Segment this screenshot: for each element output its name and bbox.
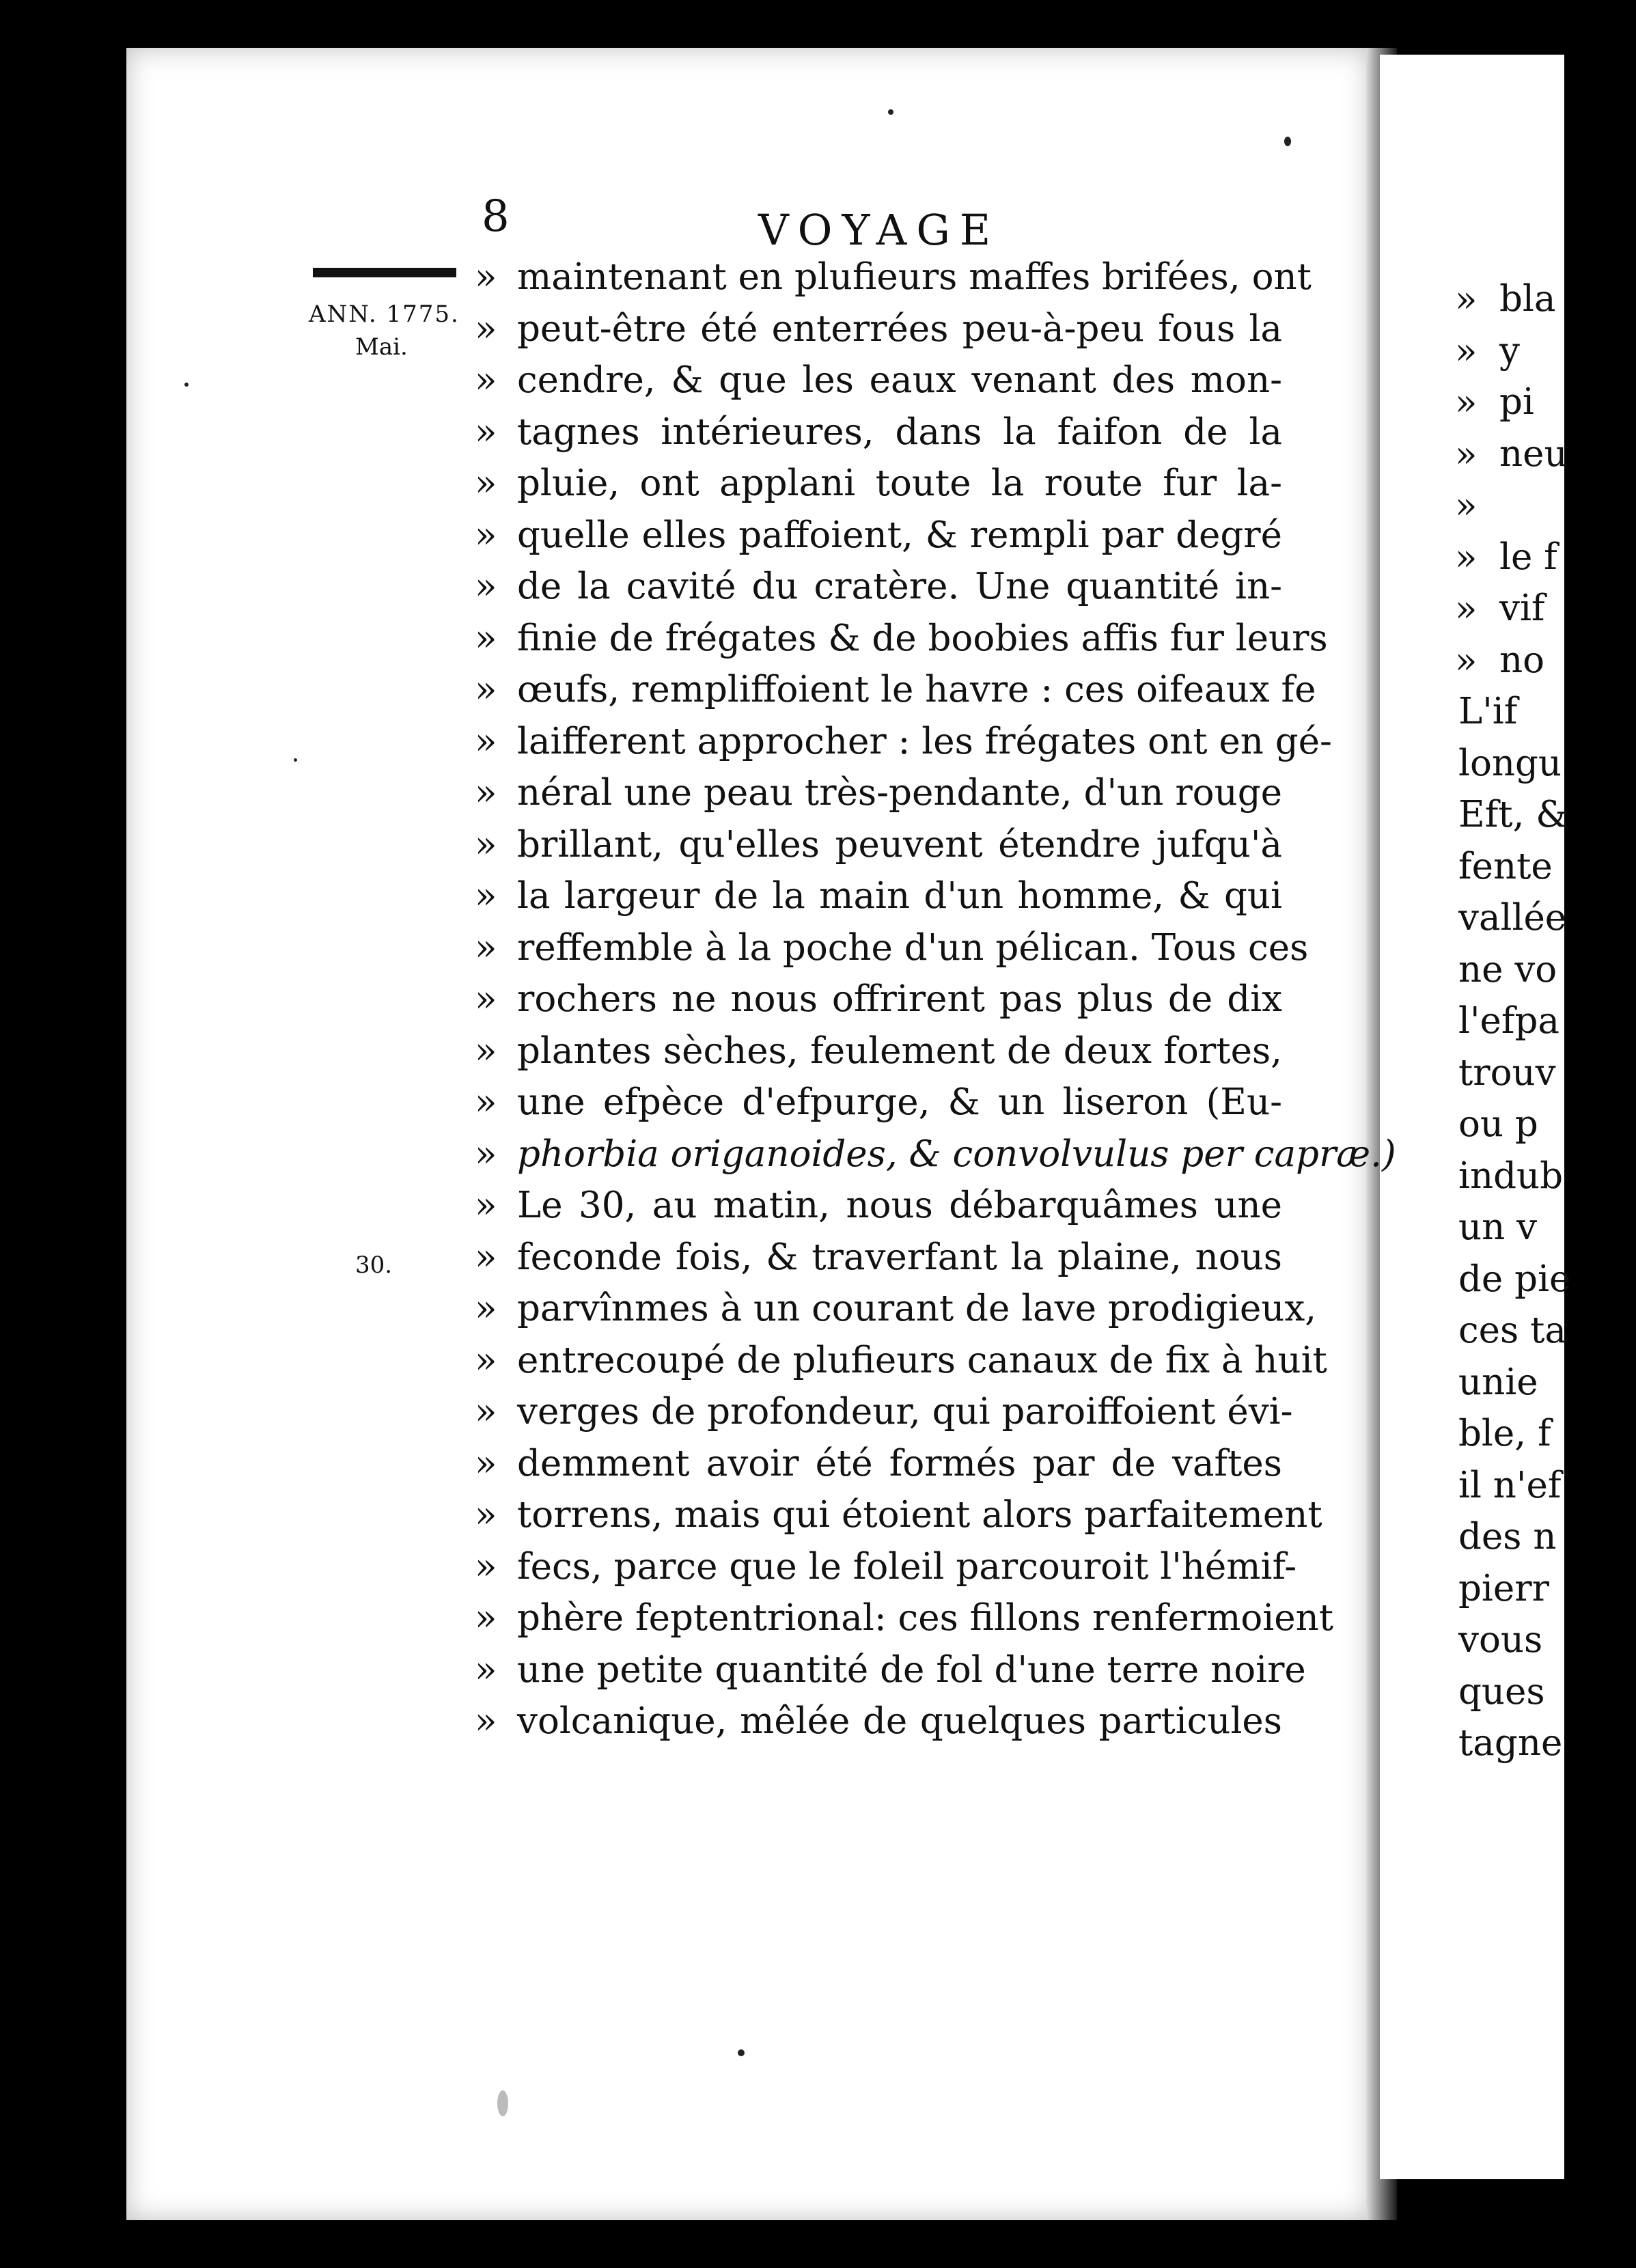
quote-mark: » xyxy=(475,618,497,659)
text-line xyxy=(475,561,1294,613)
scan-smudge xyxy=(497,2090,508,2116)
right-line-text: ou p xyxy=(1458,1103,1538,1145)
line-text: pluie, ont applani toute la route fur la- xyxy=(517,462,1282,504)
line-text: quelle elles paffoient, & rempli par degré xyxy=(517,514,1282,556)
text-line xyxy=(475,767,1294,819)
quote-mark: » xyxy=(475,1494,497,1536)
right-quote-mark: » xyxy=(1455,640,1478,682)
line-text: la largeur de la main d'un homme, & qui xyxy=(517,875,1282,917)
scan-speck xyxy=(1284,137,1291,146)
text-line xyxy=(475,1541,1297,1593)
text-line xyxy=(475,1232,1294,1284)
right-line-text: de pie xyxy=(1458,1258,1571,1300)
quote-mark: » xyxy=(475,462,497,504)
margin-year-note: ANN. 1775. xyxy=(309,301,460,328)
text-line xyxy=(475,1386,1294,1438)
quote-mark: » xyxy=(475,669,497,710)
right-line-text: ces ta xyxy=(1458,1310,1566,1351)
quote-mark: » xyxy=(475,1700,497,1742)
quote-mark: » xyxy=(475,772,497,814)
line-text: entrecoupé de plufieurs canaux de fix à huit xyxy=(517,1340,1327,1381)
quote-mark: » xyxy=(475,1391,497,1433)
line-text: de la cavité du cratère. Une quantité in- xyxy=(517,566,1282,607)
quote-mark: » xyxy=(475,1081,497,1123)
quote-mark: » xyxy=(475,978,497,1020)
quote-mark: » xyxy=(475,1185,497,1226)
right-line-text: des n xyxy=(1458,1516,1557,1558)
right-line-text: pierr xyxy=(1458,1568,1549,1609)
margin-day-note: 30. xyxy=(355,1251,393,1279)
right-line-text: Eft, & xyxy=(1458,794,1568,835)
right-line-text: fente xyxy=(1458,846,1553,887)
right-line-text: no xyxy=(1499,639,1545,681)
line-text: fecs, parce que le foleil parcouroit l'hémif- xyxy=(517,1546,1297,1588)
line-text: cendre, & que les eaux venant des mon- xyxy=(517,359,1282,401)
scan-speck xyxy=(184,383,189,387)
text-line xyxy=(475,1644,1306,1696)
scan-speck xyxy=(888,109,893,115)
right-line-text xyxy=(1499,480,1636,531)
line-text: parvînmes à un courant de lave prodigieux, xyxy=(517,1288,1317,1329)
right-line-text: vif xyxy=(1499,587,1545,629)
text-line xyxy=(475,922,1309,974)
scan-speck xyxy=(294,758,297,762)
line-text: torrens, mais qui étoient alors parfaitement xyxy=(517,1494,1322,1536)
text-line xyxy=(475,1335,1327,1387)
text-line xyxy=(475,716,1332,768)
text-line xyxy=(475,303,1294,355)
right-quote-mark: » xyxy=(1455,537,1478,579)
right-line-text: ble, f xyxy=(1458,1413,1551,1454)
right-line-text: neu xyxy=(1499,433,1568,475)
line-text: phère feptentrional: ces fillons renfermoient xyxy=(517,1597,1334,1639)
line-text: œufs, rempliffoient le havre : ces oifeaux fe xyxy=(517,669,1316,710)
right-quote-mark: » xyxy=(1455,279,1478,320)
line-text: reffemble à la poche d'un pélican. Tous ces xyxy=(517,927,1309,969)
right-line-text: trouv xyxy=(1458,1052,1556,1094)
text-line xyxy=(475,1129,1396,1180)
line-text: demment avoir été formés par de vaftes xyxy=(517,1443,1282,1484)
quote-mark: » xyxy=(475,1649,497,1691)
quote-mark: » xyxy=(475,1597,497,1639)
line-text: une petite quantité de fol d'une terre noire xyxy=(517,1649,1306,1691)
quote-mark: » xyxy=(475,411,497,453)
quote-mark: » xyxy=(475,1546,497,1588)
text-line xyxy=(475,1283,1317,1335)
right-line-text: l'efpa xyxy=(1458,1000,1560,1042)
right-line-text: L'if xyxy=(1458,691,1518,732)
right-quote-mark: » xyxy=(1455,331,1478,372)
right-line-text: y xyxy=(1499,330,1520,372)
running-head: VOYAGE xyxy=(758,205,1001,255)
line-text: phorbia origanoides, & convolvulus per capræ.) xyxy=(517,1133,1396,1175)
text-line xyxy=(475,1077,1294,1129)
right-line-text: indub xyxy=(1458,1155,1564,1197)
line-text: peut-être été enterrées peu-à-peu fous la xyxy=(517,308,1282,350)
text-line xyxy=(475,1592,1334,1644)
quote-mark: » xyxy=(475,566,497,607)
right-line-text: vallée xyxy=(1458,897,1567,939)
right-quote-mark: » xyxy=(1455,434,1478,475)
line-text: verges de profondeur, qui paroiffoient évi- xyxy=(517,1391,1293,1433)
right-quote-mark: » xyxy=(1455,382,1478,424)
quote-mark: » xyxy=(475,1340,497,1381)
text-line xyxy=(475,1438,1294,1490)
text-line xyxy=(475,406,1294,458)
quote-mark: » xyxy=(475,514,497,556)
quote-mark: » xyxy=(475,1236,497,1278)
text-line xyxy=(475,1025,1294,1077)
quote-mark: » xyxy=(475,1288,497,1329)
text-line xyxy=(475,613,1328,665)
quote-mark: » xyxy=(475,1443,497,1484)
line-text: volcanique, mêlée de quelques particules xyxy=(517,1700,1282,1742)
quote-mark: » xyxy=(475,308,497,350)
text-line xyxy=(475,819,1294,871)
line-text: rochers ne nous offrirent pas plus de dix xyxy=(517,978,1282,1020)
line-text: Le 30, au matin, nous débarquâmes une xyxy=(517,1185,1282,1226)
quote-mark: » xyxy=(475,359,497,401)
right-line-text: unie xyxy=(1458,1361,1538,1403)
right-line-text: tagne xyxy=(1458,1722,1563,1764)
text-line xyxy=(475,973,1294,1025)
quote-mark: » xyxy=(475,256,497,298)
line-text: tagnes intérieures, dans la faifon de la xyxy=(517,411,1282,453)
text-line xyxy=(475,355,1294,406)
line-text: maintenant en plufieurs maffes brifées, ont xyxy=(517,256,1312,298)
line-text: une efpèce d'efpurge, & un liseron (Eu- xyxy=(517,1081,1282,1123)
quote-mark: » xyxy=(475,824,497,866)
right-line-text: le f xyxy=(1499,536,1557,578)
right-line-text: ne vo xyxy=(1458,949,1557,991)
text-line xyxy=(475,1696,1294,1747)
right-line-text: un v xyxy=(1458,1206,1538,1248)
right-line-text: vous xyxy=(1458,1619,1543,1661)
quote-mark: » xyxy=(475,875,497,917)
right-line-text: longu xyxy=(1458,743,1562,784)
quote-mark: » xyxy=(475,927,497,969)
text-line xyxy=(475,1489,1322,1541)
line-text: feconde fois, & traverfant la plaine, nous xyxy=(517,1236,1282,1278)
line-text: plantes sèches, feulement de deux fortes, xyxy=(517,1030,1282,1072)
text-line xyxy=(475,251,1312,303)
right-quote-mark: » xyxy=(1455,485,1478,527)
right-line-text: il n'ef xyxy=(1458,1465,1562,1506)
right-quote-mark: » xyxy=(1455,588,1478,630)
text-line xyxy=(475,458,1294,510)
right-line-text: ques xyxy=(1458,1671,1545,1713)
text-line xyxy=(475,664,1316,716)
text-line xyxy=(475,510,1294,562)
right-line-text: pi xyxy=(1499,381,1534,423)
quote-mark: » xyxy=(475,1030,497,1072)
text-line xyxy=(475,870,1294,922)
scan-speck xyxy=(738,2049,745,2056)
line-text: laifferent approcher : les frégates ont en gé- xyxy=(517,721,1332,762)
page-number: 8 xyxy=(482,191,510,242)
line-text: brillant, qu'elles peuvent étendre jufqu'à xyxy=(517,824,1282,866)
text-line xyxy=(475,1180,1294,1232)
right-line-text: bla xyxy=(1499,278,1556,320)
quote-mark: » xyxy=(475,1133,497,1175)
line-text: néral une peau très-pendante, d'un rouge xyxy=(517,772,1282,814)
margin-month-note: Mai. xyxy=(355,333,408,361)
quote-mark: » xyxy=(475,721,497,762)
line-text: finie de frégates & de boobies affis fur leurs xyxy=(517,618,1328,659)
